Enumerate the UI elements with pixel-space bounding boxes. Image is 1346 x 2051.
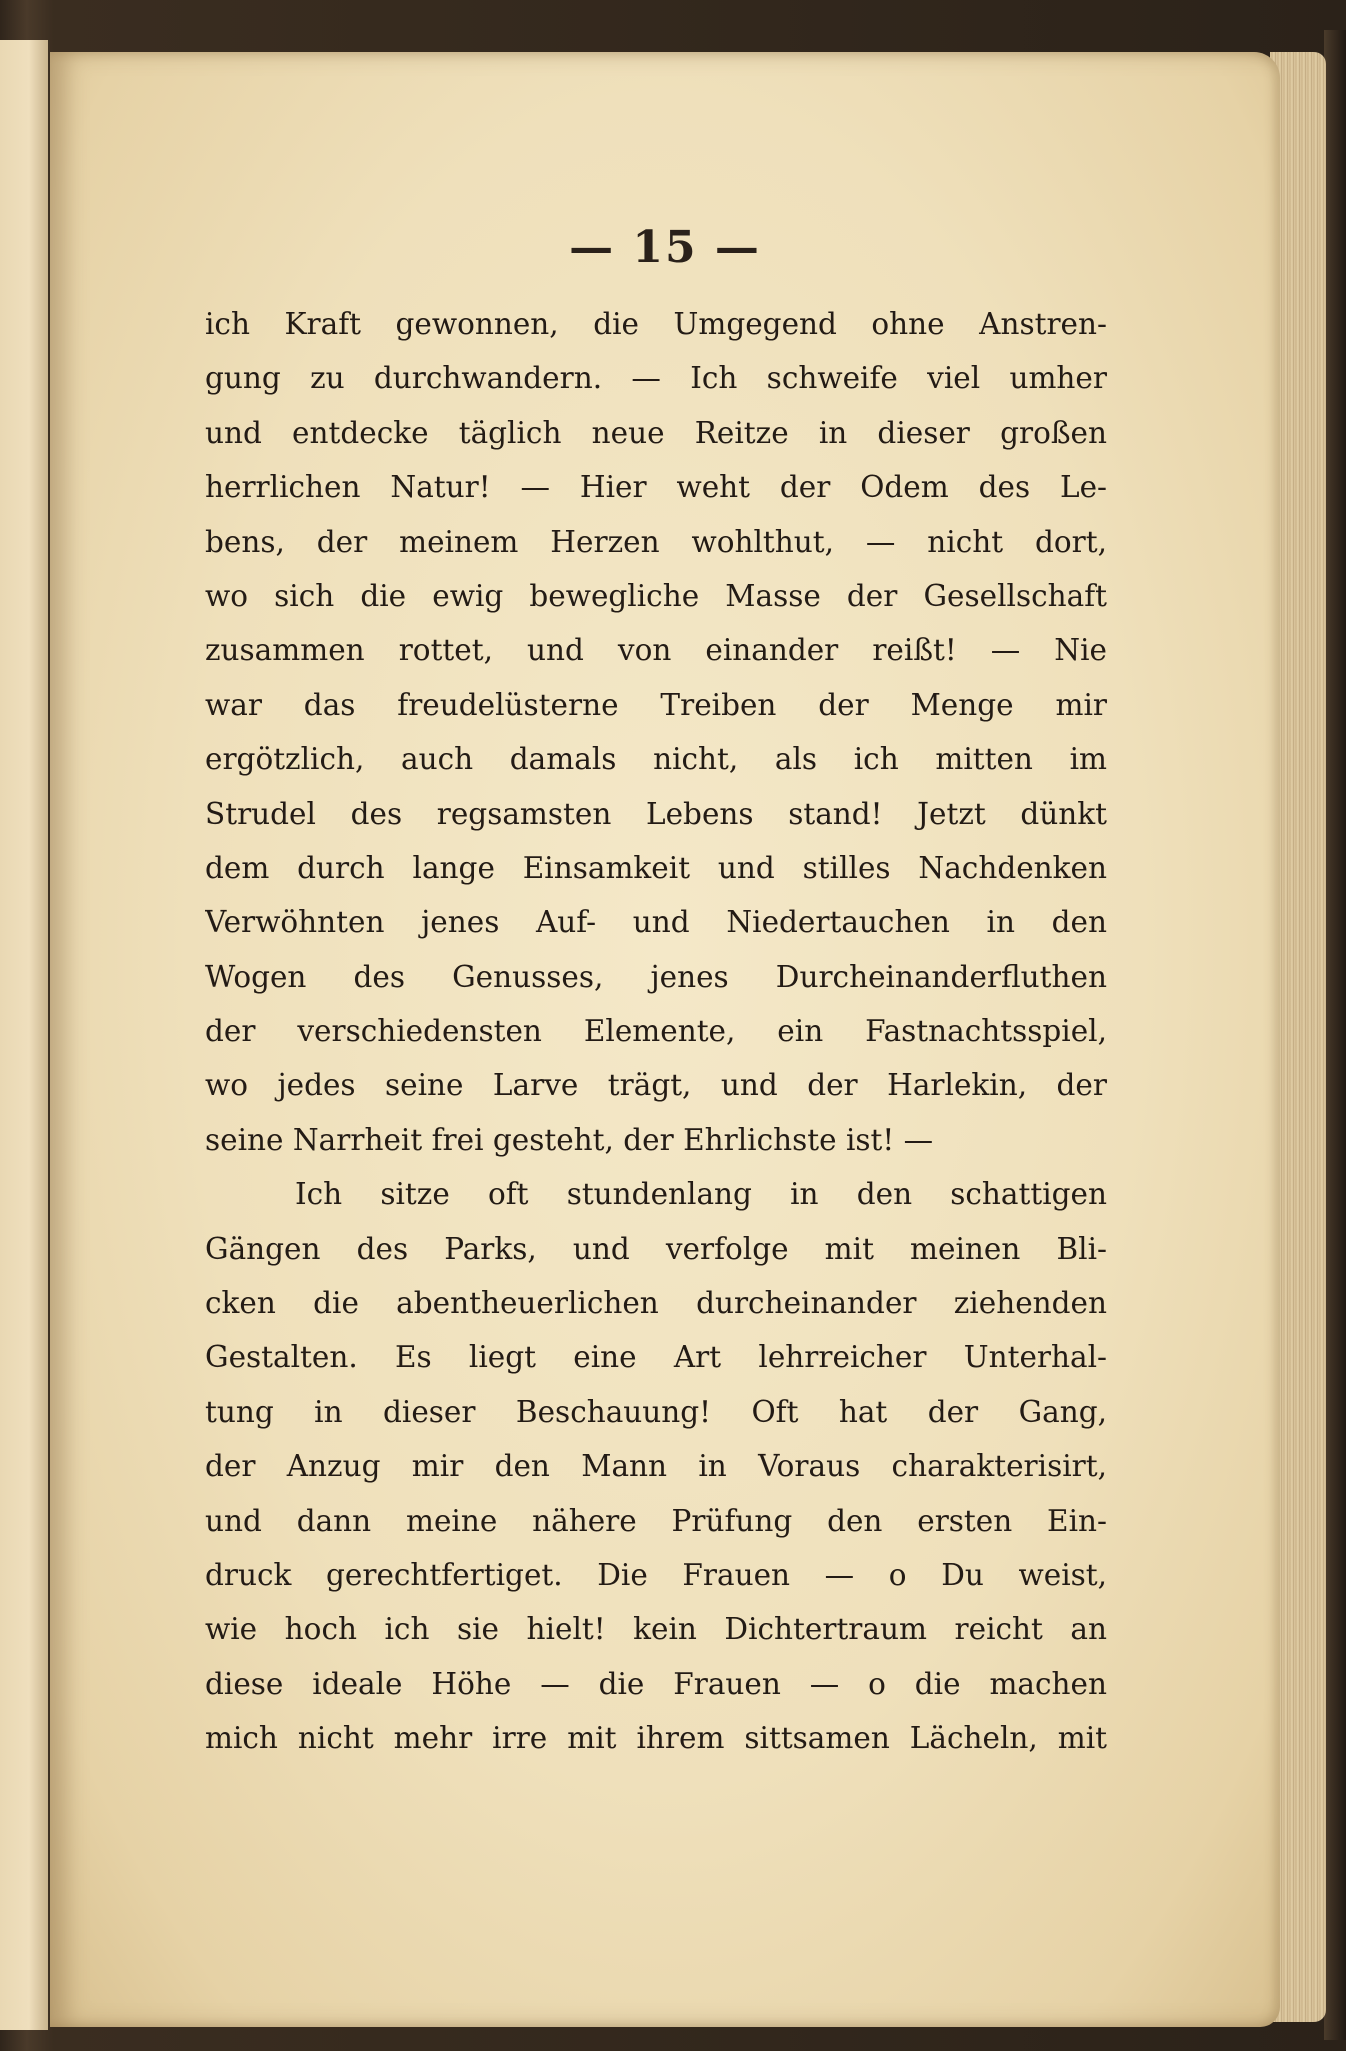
- text-line: seine Narrheit frei gesteht, der Ehrlichste ist! —: [205, 1122, 934, 1157]
- text-line: bens, der meinem Herzen wohlthut, — nicht dort,: [205, 524, 1107, 559]
- text-line: wo sich die ewig bewegliche Masse der Gesellschaft: [205, 578, 1107, 613]
- text-line: war das freudelüsterne Treiben der Menge mir: [205, 687, 1107, 722]
- text-line: diese ideale Höhe — die Frauen — o die machen: [205, 1666, 1107, 1701]
- text-line: cken die abentheuerlichen durcheinander ziehenden: [205, 1286, 1107, 1321]
- facing-page-edge: [0, 40, 48, 2030]
- text-line: wo jedes seine Larve trägt, und der Harlekin, der: [205, 1068, 1107, 1103]
- text-line: dem durch lange Einsamkeit und stilles Nachdenken: [205, 850, 1107, 885]
- text-line: der Anzug mir den Mann in Voraus charakterisirt,: [205, 1449, 1107, 1484]
- text-line: Wogen des Genusses, jenes Durcheinanderfluthen: [205, 959, 1107, 994]
- book-cover-edge: [1324, 30, 1346, 2040]
- text-line: Gängen des Parks, und verfolge mit meinen Bli-: [205, 1231, 1107, 1266]
- text-line: Ich sitze oft stundenlang in den schattigen: [295, 1177, 1107, 1212]
- text-line: mich nicht mehr irre mit ihrem sittsamen Lächeln, mit: [205, 1721, 1107, 1756]
- text-line: Verwöhnten jenes Auf- und Niedertauchen in den: [205, 905, 1107, 940]
- text-line: druck gerechtfertiget. Die Frauen — o Du weist,: [205, 1557, 1107, 1592]
- text-line: ich Kraft gewonnen, die Umgegend ohne Anstren-: [205, 307, 1107, 341]
- book-page: [50, 52, 1280, 2027]
- text-line: wie hoch ich sie hielt! kein Dichtertraum reicht an: [205, 1612, 1107, 1647]
- text-line: und dann meine nähere Prüfung den ersten Ein-: [205, 1503, 1107, 1538]
- text-line: herrlichen Natur! — Hier weht der Odem des Le-: [205, 470, 1107, 505]
- text-line: gung zu durchwandern. — Ich schweife viel umher: [205, 361, 1107, 396]
- text-line: ergötzlich, auch damals nicht, als ich mitten im: [205, 742, 1107, 777]
- text-line: zusammen rottet, und von einander reißt! — Nie: [205, 633, 1107, 668]
- text-line: und entdecke täglich neue Reitze in dieser großen: [205, 415, 1107, 450]
- text-line: Strudel des regsamsten Lebens stand! Jetzt dünkt: [205, 796, 1107, 831]
- text-line: Gestalten. Es liegt eine Art lehrreicher Unterhal-: [205, 1340, 1107, 1375]
- text-line: der verschiedensten Elemente, ein Fastnachtsspiel,: [205, 1014, 1107, 1049]
- body-text: [205, 297, 1107, 1766]
- text-line: tung in dieser Beschauung! Oft hat der Gang,: [205, 1394, 1107, 1429]
- page-number: — 15 —: [569, 222, 761, 273]
